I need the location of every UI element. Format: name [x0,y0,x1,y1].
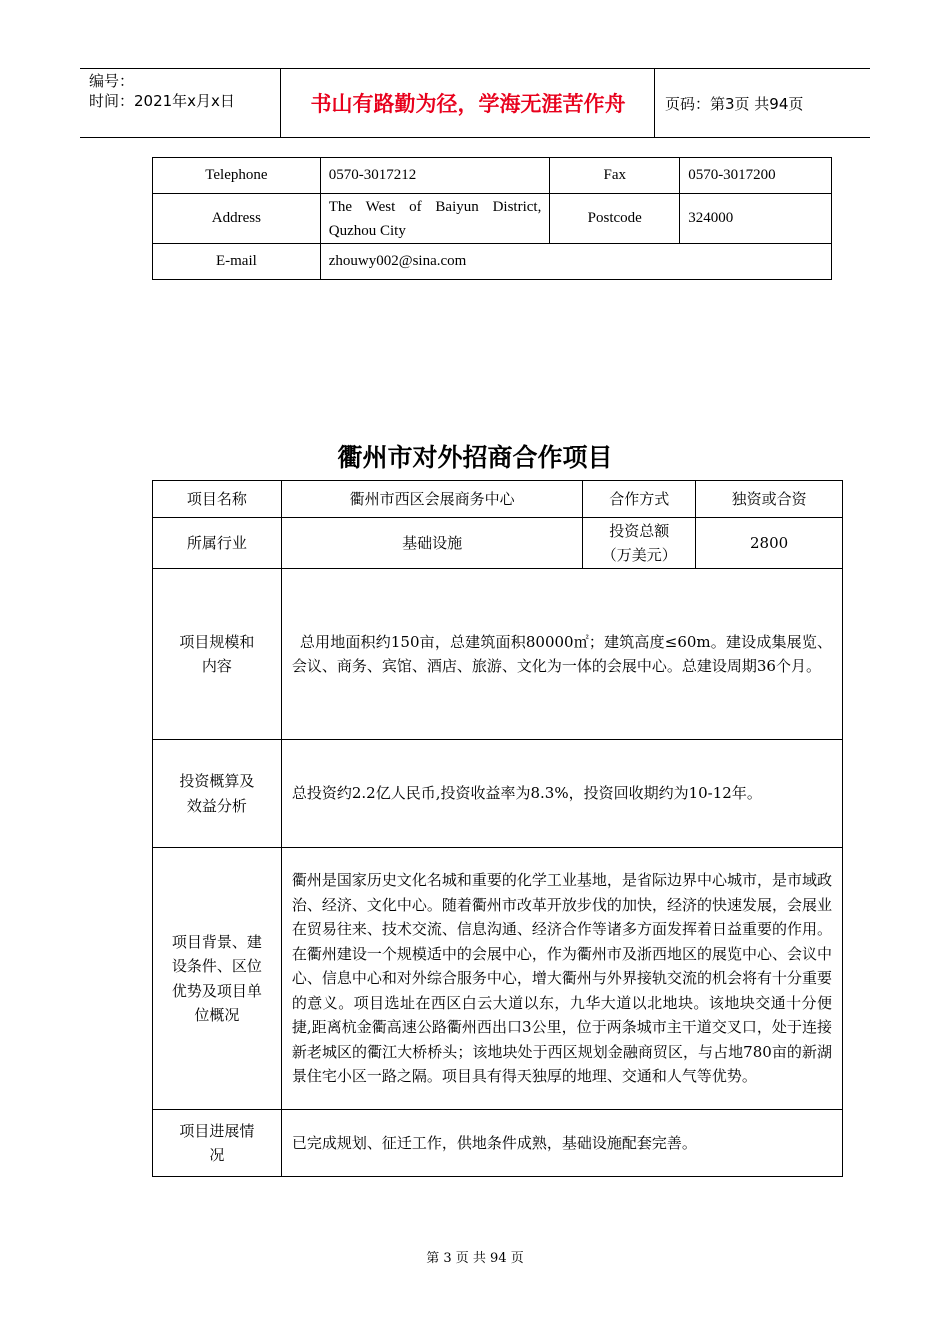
cooperation-mode-label: 合作方式 [583,481,696,518]
project-name-label: 项目名称 [153,481,282,518]
budget-text: 总投资约2.2亿人民币,投资收益率为8.3%，投资回收期约为10-12年。 [281,740,842,848]
background-label: 项目背景、建设条件、区位优势及项目单位概况 [153,848,282,1110]
table-row [153,518,843,569]
table-row [153,158,832,194]
cooperation-mode-value: 独资或合资 [696,481,843,518]
industry-label: 所属行业 [153,518,282,569]
investment-value: 2800 [696,518,843,569]
header-page-info: 页码：第3页 共94页 [665,94,804,113]
budget-label: 投资概算及效益分析 [153,740,282,848]
table-row [153,244,832,280]
scale-label: 项目规模和内容 [153,569,282,740]
header-meta [80,69,281,137]
page-title: 衢州市对外招商合作项目 [337,443,613,472]
investment-label: 投资总额（万美元） [583,518,696,569]
page-footer: 第 3 页 共 94 页 [426,1251,524,1266]
address-label: Address [153,194,321,244]
scale-text: 总用地面积约150亩，总建筑面积80000㎡；建筑高度≤60m。建设成集展览、会议、商务、宾馆、酒店、旅游、文化为一体的会展中心。总建设周期36个月。 [281,569,842,740]
page-header [80,68,870,138]
telephone-label: Telephone [153,158,321,194]
postcode-value: 324000 [680,194,832,244]
table-row [153,1110,843,1177]
time-label: 时间：2021年x月x日 [89,92,235,110]
number-label: 编号： [89,72,135,90]
project-name-value: 衢州市西区会展商务中心 [281,481,582,518]
table-row [153,194,832,244]
email-label: E-mail [153,244,321,280]
table-row [153,740,843,848]
table-row [153,481,843,518]
table-row [153,848,843,1110]
address-value: The West of Baiyun District, Quzhou City [320,194,550,244]
contact-table [152,157,832,280]
progress-label: 项目进展情况 [153,1110,282,1177]
industry-value: 基础设施 [281,518,582,569]
fax-value: 0570-3017200 [680,158,832,194]
project-table [152,480,843,1177]
table-row [153,569,843,740]
header-motto: 书山有路勤为径，学海无涯苦作舟 [282,69,655,137]
background-text: 衢州是国家历史文化名城和重要的化学工业基地，是省际边界中心城市，是市域政治、经济、文化中心。随着衢州市改革开放步伐的加快，经济的快速发展，会展业在贸易往来、技术交流、信息沟通、经济合作等诸多方面发挥着日益重要的作用。在衢州建设一个规模适中的会展中心，作为衢州市及浙西地区的展览中心、会议中心、信息中心和对外综合服务中心，增大衢州与外界接轨交流的机会将有十分重要的意义。项目选址在西区白云大道以东，九华大道以北地块。该地块交通十分便捷,距离杭金衢高速公路衢州西出口3公里，位于两条城市主干道交叉口，处于连接新老城区的衢江大桥桥头；该地块处于西区规划金融商贸区，与占地780亩的新湖景住宅小区一路之隔。项目具有得天独厚的地理、交通和人气等优势。 [281,848,842,1110]
fax-label: Fax [550,158,680,194]
progress-text: 已完成规划、征迁工作，供地条件成熟，基础设施配套完善。 [281,1110,842,1177]
postcode-label: Postcode [550,194,680,244]
email-value: zhouwy002@sina.com [320,244,831,280]
telephone-value: 0570-3017212 [320,158,550,194]
